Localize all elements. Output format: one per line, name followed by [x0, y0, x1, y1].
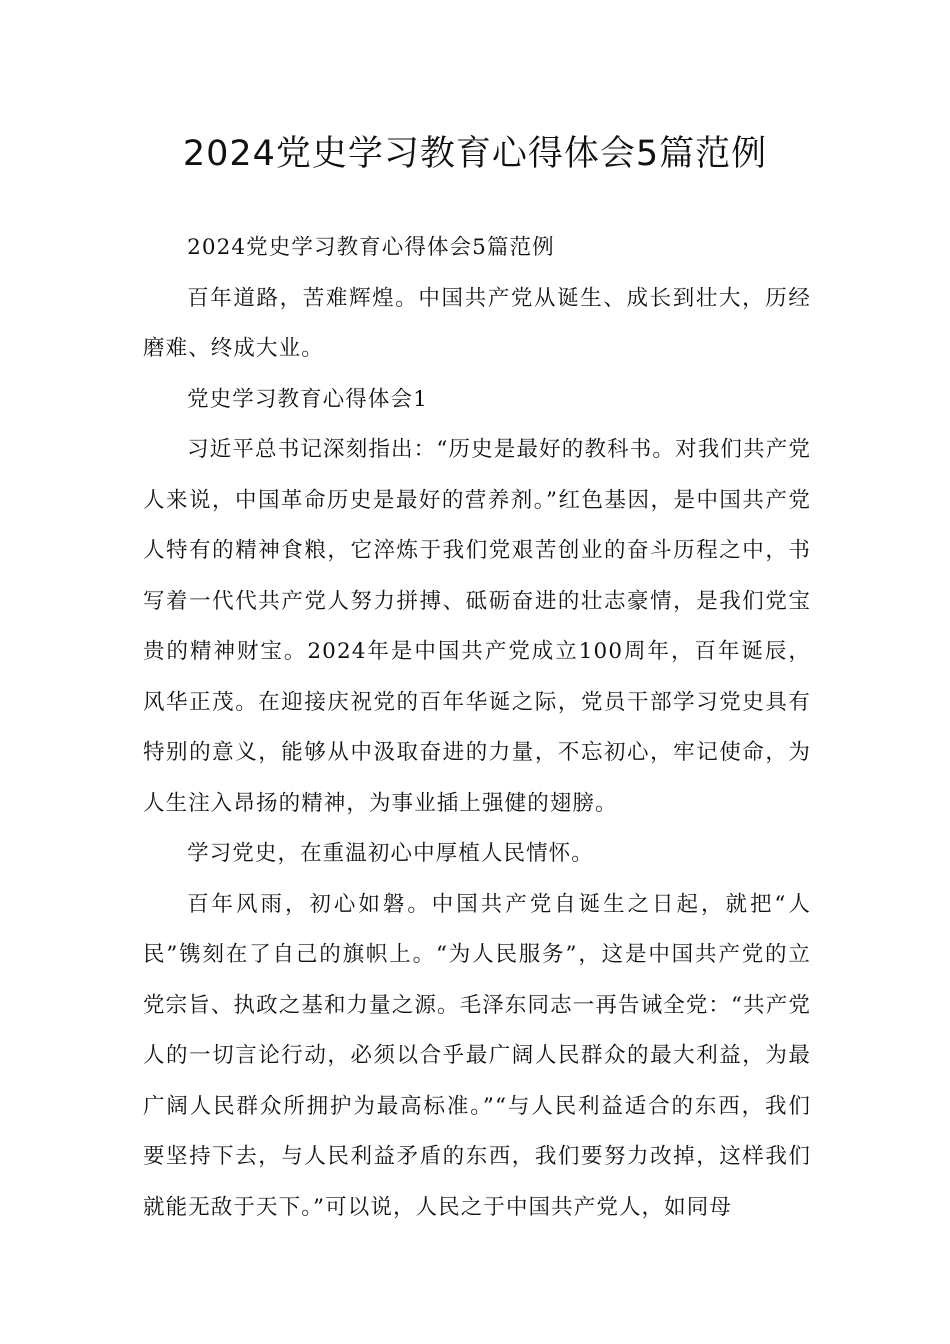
- paragraph-subheading: 学习党史，在重温初心中厚植人民情怀。: [187, 841, 594, 866]
- paragraph-body: 习近平总书记深刻指出：“历史是最好的教科书。对我们共产党人来说，中国革命历史是最好的营养剂。”红色基因，是中国共产党人特有的精神食粮，它淬炼于我们党艰苦创业的奋斗历程之中，书写着一代代共产党人努力拼搏、砥砺奋进的壮志豪情，是我们党宝贵的精神财宝。2024年是中国共产党成立100周年，百年诞辰，风华正茂。在迎接庆祝党的百年华诞之际，党员干部学习党史具有特别的意义，能够从中汲取奋进的力量，不忘初心，牢记使命，为人生注入昂扬的精神，为事业插上强健的翅膀。: [143, 437, 811, 816]
- paragraph-subtitle: 2024党史学习教育心得体会5篇范例: [187, 235, 555, 260]
- paragraph-intro: 百年道路，苦难辉煌。中国共产党从诞生、成长到壮大，历经磨难、终成大业。: [143, 285, 811, 361]
- document-body: [143, 223, 811, 1233]
- paragraph-body: 百年风雨，初心如磐。中国共产党自诞生之日起，就把“人民”镌刻在了自己的旗帜上。“为人民服务”，这是中国共产党的立党宗旨、执政之基和力量之源。毛泽东同志一再告诫全党：“共产党人的一切言论行动，必须以合乎最广阔人民群众的最大利益，为最广阔人民群众所拥护为最高标准。”“与人民利益适合的东西，我们要坚持下去，与人民利益矛盾的东西，我们要努力改掉，这样我们就能无敌于天下。”可以说，人民之于中国共产党人，如同母: [143, 891, 811, 1220]
- paragraph-section-heading: 党史学习教育心得体会1: [187, 386, 428, 412]
- document-title: 2024党史学习教育心得体会5篇范例: [182, 134, 768, 174]
